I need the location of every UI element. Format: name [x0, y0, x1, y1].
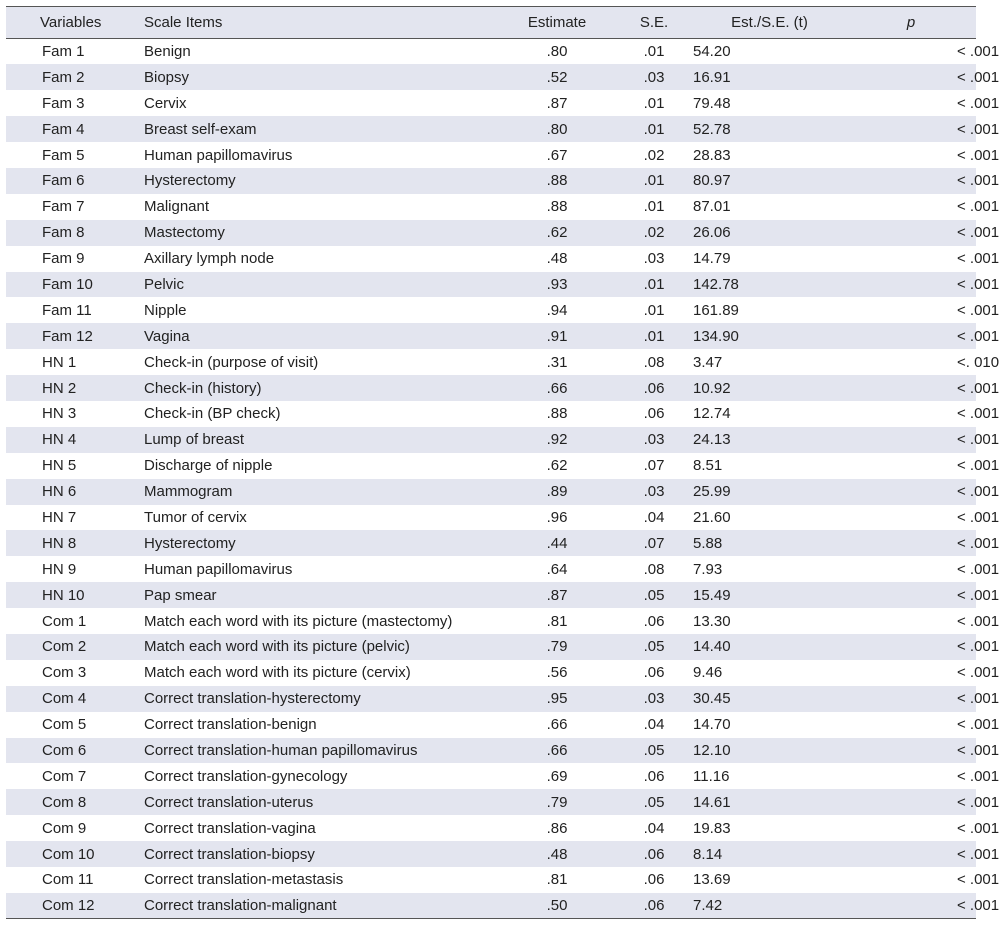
cell-scale-item: Pelvic	[144, 275, 185, 293]
cell-variable: HN 4	[42, 431, 77, 449]
cell-t-value: 30.45	[693, 690, 731, 708]
cell-p-value: < .001	[957, 767, 999, 785]
cell-se: .05	[643, 586, 665, 604]
cell-p-value: <. 010	[957, 353, 999, 371]
cell-scale-item: Check-in (purpose of visit)	[144, 353, 319, 371]
cell-t-value: 14.40	[693, 638, 731, 656]
cell-scale-item: Mammogram	[144, 483, 233, 501]
cell-p-value: < .001	[957, 845, 999, 863]
cell-t-value: 52.78	[693, 120, 731, 138]
cell-t-value: 14.61	[693, 793, 731, 811]
cell-p-value: < .001	[957, 94, 999, 112]
table-row	[6, 660, 976, 686]
table-body	[6, 39, 999, 919]
cell-t-value: 142.78	[693, 275, 739, 293]
cell-variable: Com 6	[42, 741, 87, 759]
cell-estimate: .66	[546, 716, 568, 734]
cell-se: .03	[643, 690, 665, 708]
cell-scale-item: Human papillomavirus	[144, 146, 293, 164]
cell-p-value: < .001	[957, 534, 999, 552]
cell-se: .01	[643, 198, 665, 216]
table-row	[6, 116, 976, 142]
cell-t-value: 24.13	[693, 431, 731, 449]
cell-estimate: .92	[546, 431, 568, 449]
cell-t-value: 3.47	[693, 353, 723, 371]
cell-scale-item: Mastectomy	[144, 224, 225, 242]
header-row	[6, 7, 976, 39]
cell-p-value: < .001	[957, 43, 999, 61]
cell-estimate: .80	[546, 43, 568, 61]
cell-estimate: .62	[546, 224, 568, 242]
cell-estimate: .87	[546, 94, 568, 112]
cell-t-value: 87.01	[693, 198, 731, 216]
cell-scale-item: Correct translation-hysterectomy	[144, 690, 361, 708]
cell-se: .04	[643, 716, 665, 734]
table-row	[6, 686, 976, 712]
cell-variable: Com 5	[42, 716, 87, 734]
cell-p-value: < .001	[957, 483, 999, 501]
cell-t-value: 8.14	[693, 845, 723, 863]
cell-t-value: 12.10	[693, 741, 731, 759]
cell-estimate: .96	[546, 508, 568, 526]
table-row	[6, 401, 976, 427]
cell-t-value: 5.88	[693, 534, 723, 552]
cell-p-value: < .001	[957, 224, 999, 242]
cell-variable: Fam 9	[42, 250, 85, 268]
cell-p-value: < .001	[957, 612, 999, 630]
table-row	[6, 220, 976, 246]
table-row	[6, 867, 976, 893]
header-variables: Variables	[6, 7, 142, 39]
table-row	[6, 738, 976, 764]
table-row	[6, 530, 976, 556]
table-row	[6, 479, 976, 505]
table-row	[6, 39, 976, 65]
cell-scale-item: Discharge of nipple	[144, 457, 273, 475]
cell-variable: Com 3	[42, 664, 87, 682]
cell-t-value: 26.06	[693, 224, 731, 242]
table-row	[6, 168, 976, 194]
cell-variable: Fam 10	[42, 275, 93, 293]
cell-estimate: .44	[546, 534, 568, 552]
cell-scale-item: Correct translation-uterus	[144, 793, 314, 811]
cell-se: .01	[643, 301, 665, 319]
cell-se: .05	[643, 741, 665, 759]
cell-scale-item: Hysterectomy	[144, 534, 236, 552]
cell-t-value: 161.89	[693, 301, 739, 319]
cell-estimate: .88	[546, 172, 568, 190]
table-row	[6, 634, 976, 660]
cell-p-value: < .001	[957, 68, 999, 86]
header-se: S.E.	[615, 7, 693, 39]
cell-p-value: < .001	[957, 172, 999, 190]
cell-se: .01	[643, 327, 665, 345]
cell-scale-item: Correct translation-vagina	[144, 819, 316, 837]
cell-p-value: < .001	[957, 327, 999, 345]
table-row	[6, 427, 976, 453]
cell-variable: Com 4	[42, 690, 87, 708]
cell-variable: Com 11	[42, 871, 94, 889]
cell-variable: Com 9	[42, 819, 87, 837]
cell-scale-item: Biopsy	[144, 68, 190, 86]
cell-p-value: < .001	[957, 793, 999, 811]
table-row	[6, 841, 976, 867]
cell-variable: Fam 11	[42, 301, 92, 319]
cell-p-value: < .001	[957, 664, 999, 682]
cell-se: .06	[643, 612, 665, 630]
cell-t-value: 8.51	[693, 457, 723, 475]
cell-t-value: 80.97	[693, 172, 731, 190]
cell-estimate: .94	[546, 301, 568, 319]
cell-p-value: < .001	[957, 819, 999, 837]
table-row	[6, 453, 976, 479]
cell-estimate: .48	[546, 250, 568, 268]
cell-scale-item: Vagina	[144, 327, 190, 345]
table-row	[6, 712, 976, 738]
cell-se: .06	[615, 893, 693, 919]
cell-estimate: .48	[546, 845, 568, 863]
cell-variable: HN 8	[42, 534, 77, 552]
cell-p-value: < .001	[957, 871, 999, 889]
cell-variable: HN 1	[42, 353, 77, 371]
cell-p-value: < .001	[957, 120, 999, 138]
cell-se: .01	[643, 94, 665, 112]
cell-variable: Com 10	[42, 845, 95, 863]
cell-se: .06	[643, 767, 665, 785]
cell-t-value: 14.70	[693, 716, 731, 734]
table-row	[6, 582, 976, 608]
cell-variable: HN 9	[42, 560, 77, 578]
cell-estimate: .50	[499, 893, 615, 919]
cell-estimate: .89	[546, 483, 568, 501]
cell-variable: HN 10	[42, 586, 85, 604]
cell-estimate: .69	[546, 767, 568, 785]
cell-estimate: .79	[546, 638, 568, 656]
cell-t-value: 7.93	[693, 560, 723, 578]
cell-p-value: < .001	[957, 198, 999, 216]
cell-estimate: .66	[546, 741, 568, 759]
cell-t-value: 9.46	[693, 664, 723, 682]
table-row	[6, 505, 976, 531]
table-row	[6, 246, 976, 272]
cell-variable: Fam 5	[42, 146, 85, 164]
cell-estimate: .80	[546, 120, 568, 138]
cell-se: .07	[643, 457, 665, 475]
cell-p-value: < .001	[957, 716, 999, 734]
cell-variable: Com 7	[42, 767, 87, 785]
table-row	[6, 608, 976, 634]
cell-variable: HN 7	[42, 508, 77, 526]
cell-se: .08	[643, 560, 665, 578]
cell-scale-item: Correct translation-gynecology	[144, 767, 348, 785]
cell-estimate: .95	[546, 690, 568, 708]
cell-p-value: < .001	[957, 638, 999, 656]
cell-se: .02	[643, 146, 665, 164]
cell-t-value: 11.16	[693, 767, 730, 785]
cell-scale-item: Breast self-exam	[144, 120, 257, 138]
cell-estimate: .81	[546, 612, 568, 630]
table-row	[6, 349, 976, 375]
table-row	[6, 375, 976, 401]
cell-se: .08	[643, 353, 665, 371]
cell-se: .03	[643, 483, 665, 501]
cell-se: .01	[643, 275, 665, 293]
cell-estimate: .93	[546, 275, 568, 293]
cell-t-value: 134.90	[693, 327, 739, 345]
cell-estimate: .62	[546, 457, 568, 475]
cell-estimate: .31	[546, 353, 568, 371]
table-row	[6, 763, 976, 789]
cell-se: .06	[643, 871, 665, 889]
cell-t-value: 16.91	[693, 68, 731, 86]
cell-scale-item: Axillary lymph node	[144, 250, 275, 268]
cell-scale-item: Benign	[144, 43, 191, 61]
table-row	[6, 789, 976, 815]
cell-variable: Fam 12	[42, 327, 93, 345]
cell-scale-item: Malignant	[144, 198, 210, 216]
table-row	[6, 815, 976, 841]
cell-se: .04	[643, 508, 665, 526]
cell-se: .03	[643, 431, 665, 449]
cell-se: .06	[643, 845, 665, 863]
cell-p-value: < .001	[846, 893, 976, 919]
cell-se: .03	[643, 68, 665, 86]
cell-t-value: 54.20	[693, 43, 731, 61]
cell-t-value: 13.69	[693, 871, 731, 889]
cell-estimate: .52	[546, 68, 568, 86]
cell-se: .05	[643, 793, 665, 811]
cell-t-value: 7.42	[693, 893, 846, 919]
header-t: Est./S.E. (t)	[693, 7, 846, 39]
cell-scale-item: Cervix	[144, 94, 187, 112]
cell-p-value: < .001	[957, 586, 999, 604]
cell-se: .07	[643, 534, 665, 552]
header-p: p	[846, 7, 976, 39]
cell-scale-item: Correct translation-biopsy	[144, 845, 315, 863]
table-header	[6, 7, 976, 39]
cell-p-value: < .001	[957, 431, 999, 449]
cell-variable: Fam 8	[42, 224, 85, 242]
cell-scale-item: Pap smear	[144, 586, 217, 604]
cell-estimate: .88	[546, 198, 568, 216]
table-row	[6, 297, 976, 323]
cell-p-value: < .001	[957, 250, 999, 268]
cell-variable: Fam 6	[42, 172, 85, 190]
cell-estimate: .88	[546, 405, 568, 423]
cell-se: .04	[643, 819, 665, 837]
cell-estimate: .91	[546, 327, 568, 345]
cell-variable: Fam 3	[42, 94, 85, 112]
cell-scale-item: Match each word with its picture (cervix)	[144, 664, 411, 682]
cell-se: .06	[643, 664, 665, 682]
cell-se: .05	[643, 638, 665, 656]
cell-variable: Com 12	[6, 893, 142, 919]
cell-variable: Com 8	[42, 793, 87, 811]
cell-t-value: 12.74	[693, 405, 731, 423]
cell-scale-item: Correct translation-malignant	[142, 893, 499, 919]
cell-p-value: < .001	[957, 457, 999, 475]
cell-scale-item: Human papillomavirus	[144, 560, 293, 578]
cell-t-value: 79.48	[693, 94, 731, 112]
cell-t-value: 13.30	[693, 612, 731, 630]
cell-scale-item: Match each word with its picture (pelvic)	[144, 638, 410, 656]
cell-t-value: 15.49	[693, 586, 731, 604]
cell-estimate: .81	[546, 871, 568, 889]
cell-variable: Fam 1	[42, 43, 85, 61]
cell-estimate: .66	[546, 379, 568, 397]
results-table	[6, 6, 999, 919]
cell-estimate: .56	[546, 664, 568, 682]
table-row	[6, 323, 976, 349]
cell-p-value: < .001	[957, 690, 999, 708]
cell-variable: Fam 7	[42, 198, 85, 216]
cell-scale-item: Correct translation-metastasis	[144, 871, 344, 889]
cell-se: .06	[643, 405, 665, 423]
cell-se: .02	[643, 224, 665, 242]
header-scale-items: Scale Items	[142, 7, 499, 39]
cell-variable: HN 2	[42, 379, 77, 397]
cell-p-value: < .001	[957, 560, 999, 578]
cell-estimate: .67	[546, 146, 568, 164]
cell-estimate: .86	[546, 819, 568, 837]
cell-p-value: < .001	[957, 405, 999, 423]
cell-se: .01	[643, 120, 665, 138]
table-row	[6, 194, 976, 220]
table-row	[6, 556, 976, 582]
cell-scale-item: Nipple	[144, 301, 187, 319]
cell-se: .01	[643, 43, 665, 61]
cell-variable: HN 3	[42, 405, 77, 423]
cell-variable: HN 5	[42, 457, 77, 475]
cell-estimate: .64	[546, 560, 568, 578]
cell-se: .03	[643, 250, 665, 268]
header-estimate: Estimate	[499, 7, 615, 39]
cell-t-value: 25.99	[693, 483, 731, 501]
cell-p-value: < .001	[957, 275, 999, 293]
cell-scale-item: Check-in (BP check)	[144, 405, 281, 423]
cell-variable: Fam 2	[42, 68, 85, 86]
table-row	[6, 272, 976, 298]
cell-variable: HN 6	[42, 483, 77, 501]
cell-t-value: 19.83	[693, 819, 731, 837]
cell-t-value: 14.79	[693, 250, 731, 268]
cell-variable: Com 2	[42, 638, 87, 656]
table-row	[6, 142, 976, 168]
cell-se: .01	[643, 172, 665, 190]
cell-variable: Com 1	[42, 612, 87, 630]
cell-p-value: < .001	[957, 741, 999, 759]
table-row	[6, 64, 976, 90]
cell-scale-item: Hysterectomy	[144, 172, 236, 190]
cell-estimate: .87	[546, 586, 568, 604]
cell-scale-item: Match each word with its picture (mastectomy)	[144, 612, 453, 630]
cell-p-value: < .001	[957, 146, 999, 164]
cell-p-value: < .001	[957, 301, 999, 319]
cell-t-value: 28.83	[693, 146, 731, 164]
cell-scale-item: Lump of breast	[144, 431, 245, 449]
cell-scale-item: Tumor of cervix	[144, 508, 247, 526]
cell-scale-item: Correct translation-benign	[144, 716, 317, 734]
cell-t-value: 10.92	[693, 379, 731, 397]
table-row	[6, 893, 976, 919]
table-row	[6, 90, 976, 116]
cell-estimate: .79	[546, 793, 568, 811]
cell-scale-item: Correct translation-human papillomavirus	[144, 741, 418, 759]
cell-variable: Fam 4	[42, 120, 85, 138]
cell-t-value: 21.60	[693, 508, 731, 526]
cell-p-value: < .001	[957, 508, 999, 526]
cell-p-value: < .001	[957, 379, 999, 397]
cell-scale-item: Check-in (history)	[144, 379, 262, 397]
cell-se: .06	[643, 379, 665, 397]
